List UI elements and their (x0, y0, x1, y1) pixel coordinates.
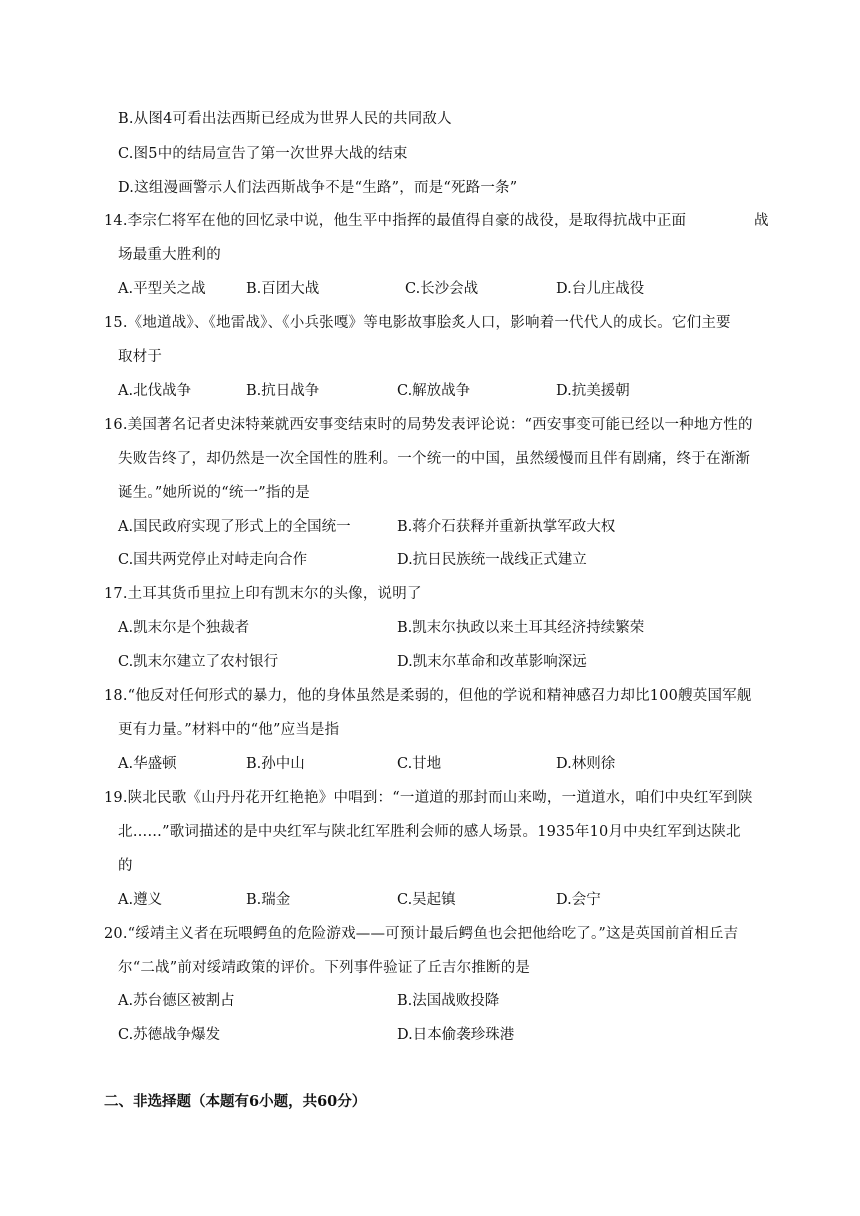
q17-option-c: C.凯末尔建立了农村银行 (118, 654, 279, 670)
q20-option-c: C.苏德战争爆发 (118, 1027, 221, 1043)
q20-option-b: B.法国战败投降 (397, 993, 500, 1009)
q13-option-b: B.从图4可看出法西斯已经成为世界人民的共同敌人 (118, 111, 452, 127)
q14-stem-line2: 场最重大胜利的 (118, 247, 221, 263)
q16-option-d: D.抗日民族统一战线正式建立 (397, 552, 587, 568)
q13-option-c: C.图5中的结局宣告了第一次世界大战的结束 (118, 146, 408, 162)
q17-option-b: B.凯末尔执政以来土耳其经济持续繁荣 (397, 620, 645, 636)
q19-option-c: C.吴起镇 (397, 892, 456, 908)
q14-option-c: C.长沙会战 (405, 281, 479, 297)
q18-option-c: C.甘地 (397, 756, 442, 772)
q16-option-c: C.国共两党停止对峙走向合作 (118, 552, 308, 568)
q16-stem-line3: 诞生。”她所说的“统一”指的是 (118, 485, 310, 501)
q20-stem-line1: 20.“绥靖主义者在玩喂鳄鱼的危险游戏——可预计最后鳄鱼也会把他给吃了。”这是英国前首相丘吉 (104, 926, 739, 942)
q18-option-b: B.孙中山 (246, 756, 305, 772)
q16-option-b: B.蒋介石获释并重新执掌军政大权 (397, 519, 616, 535)
q13-option-d: D.这组漫画警示人们法西斯战争不是“生路”，而是“死路一条” (118, 180, 518, 196)
section-2-heading: 二、非选择题（本题有6小题，共60分） (104, 1093, 367, 1110)
q18-stem-line2: 更有力量。”材料中的“他”应当是指 (118, 722, 340, 738)
q16-stem-line1: 16.美国著名记者史沫特莱就西安事变结束时的局势发表评论说：“西安事变可能已经以一种地方性的 (104, 417, 753, 433)
q18-option-a: A.华盛顿 (118, 756, 177, 772)
q19-stem-line1: 19.陕北民歌《山丹丹花开红艳艳》中唱到：“一道道的那封而山来呦，一道道水，咱们中央红军到陕 (104, 790, 753, 806)
q19-stem-line2: 北……”歌词描述的是中央红军与陕北红军胜利会师的感人场景。1935年10月中央红军到达陕北 (118, 824, 741, 840)
q15-option-d: D.抗美援朝 (556, 383, 630, 399)
q15-option-a: A.北伐战争 (118, 383, 192, 399)
q15-option-c: C.解放战争 (397, 383, 471, 399)
q15-stem-line1: 15.《地道战》、《地雷战》、《小兵张嘎》等电影故事脍炙人口，影响着一代代人的成长。它们主要 (104, 315, 731, 331)
q20-option-a: A.苏台德区被割占 (118, 993, 235, 1009)
q17-option-a: A.凯末尔是个独裁者 (118, 620, 250, 636)
q19-stem-line3: 的 (118, 858, 133, 874)
q14-stem-line1-tail: 战 (754, 213, 769, 229)
q17-option-d: D.凯末尔革命和改革影响深远 (397, 654, 587, 670)
q15-stem-line2: 取材于 (118, 349, 163, 365)
q14-option-b: B.百团大战 (246, 281, 320, 297)
q18-option-d: D.林则徐 (556, 756, 616, 772)
q17-stem-line1: 17.土耳其货币里拉上印有凯末尔的头像，说明了 (104, 586, 422, 602)
q14-option-a: A.平型关之战 (118, 281, 206, 297)
q16-stem-line2: 失败告终了，却仍然是一次全国性的胜利。一个统一的中国，虽然缓慢而且伴有剧痛，终于在渐渐 (118, 451, 751, 467)
q16-option-a: A.国民政府实现了形式上的全国统一 (118, 519, 351, 535)
q19-option-b: B.瑞金 (246, 892, 291, 908)
q20-stem-line2: 尔“二战”前对绥靖政策的评价。下列事件验证了丘吉尔推断的是 (118, 960, 531, 976)
q18-stem-line1: 18.“他反对任何形式的暴力，他的身体虽然是柔弱的，但他的学说和精神感召力却比100艘英国军舰 (104, 688, 752, 704)
q14-option-d: D.台儿庄战役 (556, 281, 645, 297)
q15-option-b: B.抗日战争 (246, 383, 320, 399)
q19-option-a: A.遵义 (118, 892, 163, 908)
q20-option-d: D.日本偷袭珍珠港 (397, 1027, 515, 1043)
q19-option-d: D.会宁 (556, 892, 601, 908)
q14-stem-line1: 14.李宗仁将军在他的回忆录中说，他生平中指挥的最值得自豪的战役，是取得抗战中正面 (104, 213, 687, 229)
